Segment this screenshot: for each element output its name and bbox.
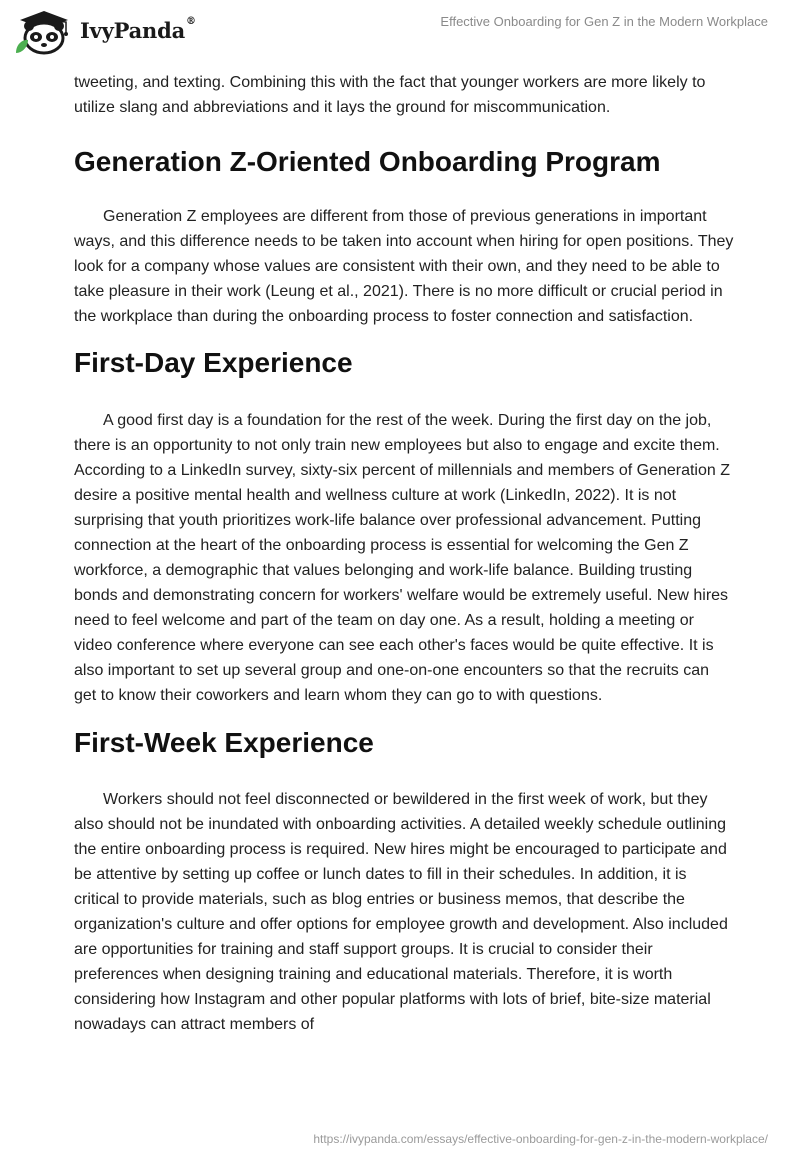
section-paragraph-first-week: Workers should not feel disconnected or bewildered in the first week of work, but they also should not be inundated with onboarding activities. A detailed weekly schedule outlining the entire onboarding process is required. New hires might be encouraged to participate and be attentive by setting up coffee or lunch dates to fill in their schedules. In addition, it is critical to provide materials, such as blog entries or business memos, that describe the organization's culture and offer options for employee growth and development. Also included are opportunities for training and staff support groups. It is crucial to consider their preferences when designing training and educational materials. Therefore, it is worth considering how Instagram and other popular platforms with lots of brief, bite-size material nowadays can attract members of (74, 791, 728, 1033)
section-paragraph-onboarding-program: Generation Z employees are different from those of previous generations in important ways, and this difference needs to be taken into account when hiring for open positions. They look for a company whose values are consistent with their own, and they need to be able to take pleasure in their work (Leung et al., 2021). There is no more difficult or crucial period in the workplace than during the onboarding process to foster connection and satisfaction. (74, 208, 734, 325)
brand-logo-text[interactable] (80, 18, 196, 43)
section-paragraph-first-day: A good first day is a foundation for the rest of the week. During the first day on the job, there is an opportunity to not only train new employees but also to engage and excite them. According to a LinkedIn survey, sixty-six percent of millennials and members of Generation Z desire a positive mental health and wellness culture at work (LinkedIn, 2022). It is not surprising that youth prioritizes work-life balance over professional advancement. Putting connection at the heart of the onboarding process is essential for welcoming the Gen Z workforce, a demographic that values belonging and work-life balance. Building trusting bonds and demonstrating concern for workers' welfare would be extremely useful. New hires need to feel welcome and part of the team on day one. As a result, holding a meeting or video conference where everyone can see each other's faces would be quite effective. It is also important to set up several group and one-on-one encounters so that the recruits can get to know their coworkers and learn whom they can go to with questions. (74, 412, 730, 704)
registered-mark: ® (186, 16, 196, 27)
brand-name: IvyPanda (80, 18, 186, 43)
paragraph-continuation: tweeting, and texting. Combining this with the fact that younger workers are more likely to utilize slang and abbreviations and it lays the ground for miscommunication. (74, 74, 706, 116)
source-url-link[interactable]: https://ivypanda.com/essays/effective-onboarding-for-gen-z-in-the-modern-workplace/ (313, 1132, 768, 1146)
section-heading-first-day: First-Day Experience (74, 347, 353, 378)
section-heading-onboarding-program: Generation Z-Oriented Onboarding Program (74, 146, 661, 177)
section-heading-first-week: First-Week Experience (74, 727, 374, 758)
panda-graduate-logo-icon[interactable] (14, 9, 74, 55)
article-body (74, 70, 734, 1037)
document-title: Effective Onboarding for Gen Z in the Modern Workplace (440, 14, 768, 29)
page-header (0, 0, 800, 70)
